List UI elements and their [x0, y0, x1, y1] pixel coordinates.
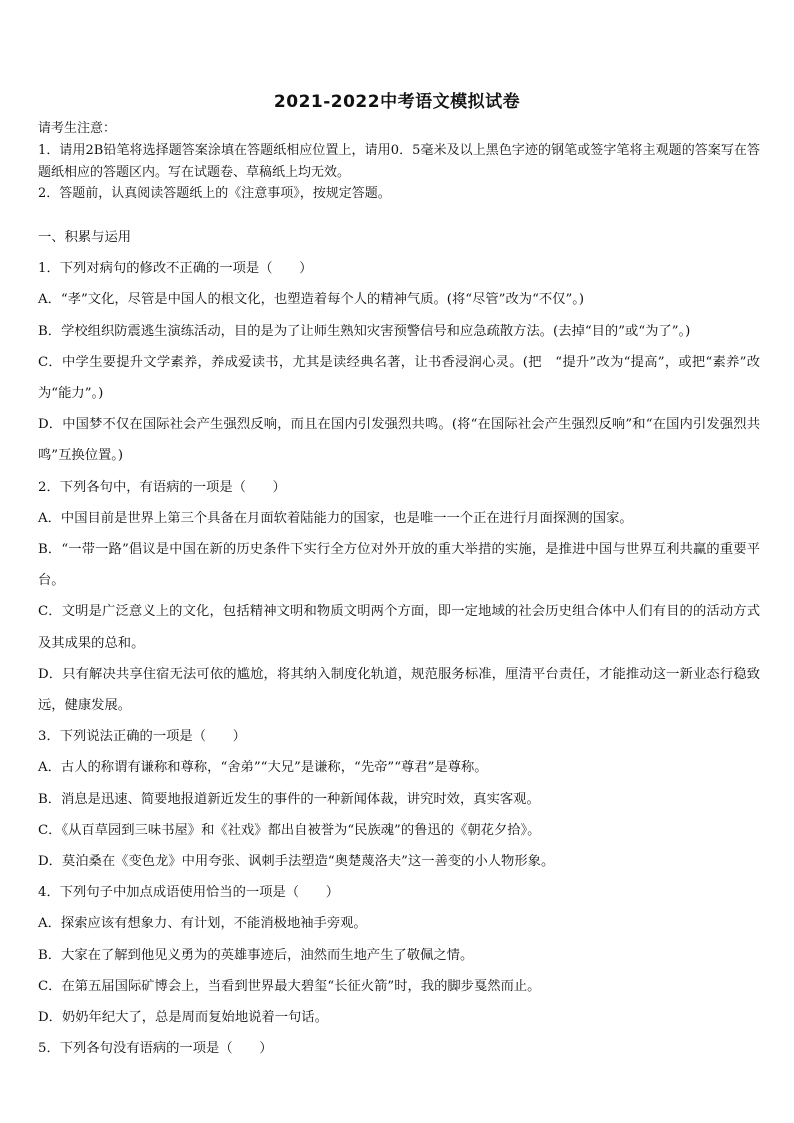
answer-option: B．“一带一路”倡议是中国在新的历史条件下实行全方位对外开放的重大举措的实施，是推进中国与世界互利共赢的重要平台。 [38, 542, 760, 589]
answer-option: D．莫泊桑在《变色龙》中用夸张、讽刺手法塑造“奥楚蔑洛夫”这一善变的小人物形象。 [38, 854, 555, 870]
question-stem: 5．下列各句没有语病的一项是（ ） [38, 1041, 273, 1057]
answer-option: A．中国目前是世界上第三个具备在月面软着陆能力的国家，也是唯一一个正在进行月面探测的国家。 [38, 510, 633, 526]
page-title: 2021-2022中考语文模拟试卷 [273, 92, 521, 112]
question-stem: 3．下列说法正确的一项是（ ） [38, 729, 246, 745]
answer-option: A．探索应该有想象力、有计划，不能消极地袖手旁观。 [38, 916, 367, 932]
notice-list [38, 140, 760, 205]
question-stem: 2．下列各句中，有语病的一项是（ ） [38, 479, 286, 495]
answer-option: B．学校组织防震逃生演练活动，目的是为了让师生熟知灾害预警信号和应急疏散方法。(去掉“目的”或“为了”。) [38, 323, 691, 339]
question-stem: 4．下列句子中加点成语使用恰当的一项是（ ） [38, 885, 339, 901]
answer-option: B．大家在了解到他见义勇为的英雄事迹后，油然而生地产生了敬佩之情。 [38, 947, 474, 963]
answer-option: C．中学生要提升文学素养，养成爱读书，尤其是读经典名著，让书香浸润心灵。(把 “提升”改为“提高”，或把“素养”改为“能力”。) [38, 354, 760, 402]
answer-option: D．奶奶年纪大了，总是周而复始地说着一句话。 [38, 1010, 328, 1026]
answer-option: D．中国梦不仅在国际社会产生强烈反响，而且在国内引发强烈共鸣。(将“在国际社会产生强烈反响”和“在国内引发强烈共鸣”互换位置。) [38, 417, 760, 464]
question-stem: 1．下列对病句的修改不正确的一项是（ ） [38, 261, 313, 277]
answer-option: C．在第五届国际矿博会上，当看到世界最大碧玺“长征火箭”时，我的脚步戛然而止。 [38, 978, 541, 994]
answer-option: D．只有解决共享住宿无法可依的尴尬，将其纳入制度化轨道，规范服务标准，厘清平台责任，才能推动这一新业态行稳致远，健康发展。 [38, 666, 760, 714]
notice-item: 2．答题前，认真阅读答题纸上的《注意事项》，按规定答题。 [38, 186, 391, 201]
exam-content [38, 222, 760, 1064]
notice-item: 1．请用2B铅笔将选择题答案涂填在答题纸相应位置上，请用0．5毫米及以上黑色字迹的钢笔或签字笔将主观题的答案写在答题纸相应的答题区内。写在试题卷、草稿纸上均无效。 [38, 143, 760, 180]
answer-option: C．《从百草园到三味书屋》和《社戏》都出自被誉为“民族魂”的鲁迅的《朝花夕拾》。 [38, 822, 541, 838]
answer-option: A．“孝”文化，尽管是中国人的根文化，也塑造着每个人的精神气质。(将“尽管”改为“不仅”。) [38, 292, 585, 308]
answer-option: B．消息是迅速、简要地报道新近发生的事件的一种新闻体裁，讲究时效，真实客观。 [38, 791, 540, 807]
notice-heading: 请考生注意： [38, 121, 117, 136]
answer-option: C．文明是广泛意义上的文化，包括精神文明和物质文明两个方面，即一定地域的社会历史组合体中人们有目的的活动方式及其成果的总和。 [38, 604, 760, 651]
section-heading: 一、积累与运用 [38, 230, 132, 245]
answer-option: A．古人的称谓有谦称和尊称，“舍弟”“大兄”是谦称，“先帝”“尊君”是尊称。 [38, 760, 488, 776]
